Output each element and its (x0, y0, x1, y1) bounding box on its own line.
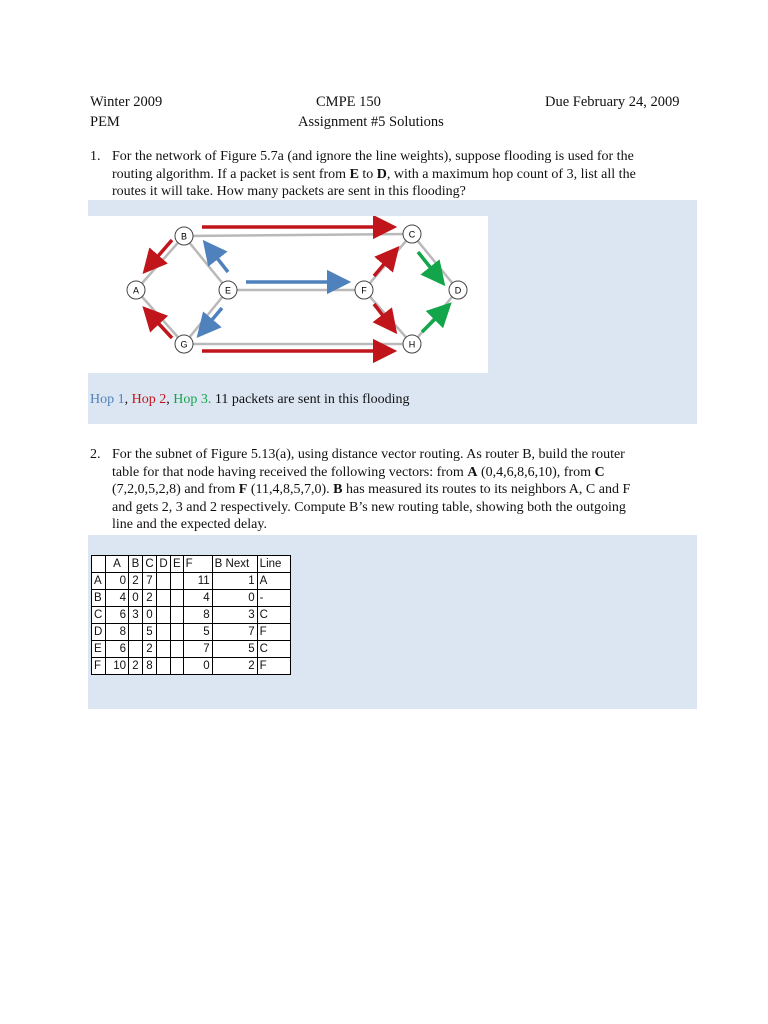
q1-line: For the network of Figure 5.7a (and ignore the line weights), suppose flooding is used for the (112, 149, 634, 164)
legend-hop1: Hop 1 (90, 392, 125, 407)
q2-text-span: table for that node having received the following vectors: from (112, 464, 468, 480)
q2-number: 2. (90, 447, 101, 462)
table-cell: 4 (183, 590, 212, 607)
table-cell (157, 607, 171, 624)
table-cell: A (257, 573, 290, 590)
table-cell: 0 (212, 590, 257, 607)
arrow-f-h (374, 304, 394, 330)
table-row (92, 624, 291, 641)
table-cell (129, 624, 143, 641)
q2-text-span: (7,2,0,5,2,8) and from (112, 482, 239, 497)
flooding-figure (88, 216, 488, 373)
q2-line: For the subnet of Figure 5.13(a), using distance vector routing. As router B, build the router (112, 447, 625, 462)
table-cell: C (257, 641, 290, 658)
q2-text-span: (0,4,6,8,6,10), from (477, 464, 595, 480)
table-cell: B (92, 590, 106, 607)
table-cell (171, 590, 184, 607)
table-cell (157, 573, 171, 590)
q1-dest-node: D (376, 166, 387, 182)
table-cell: 11 (183, 573, 212, 590)
table-header-cell: B Next (212, 556, 257, 573)
table-header-cell (92, 556, 106, 573)
table-cell: - (257, 590, 290, 607)
table-header-cell: Line (257, 556, 290, 573)
table-cell: 5 (183, 624, 212, 641)
table-cell: A (92, 573, 106, 590)
table-header-cell: F (183, 556, 212, 573)
q1-source-node: E (349, 166, 359, 182)
table-cell (129, 641, 143, 658)
legend-separator: , (166, 392, 174, 407)
table-cell (171, 573, 184, 590)
table-cell: 6 (106, 641, 129, 658)
node-c-label: C (408, 229, 416, 240)
table-row (92, 641, 291, 658)
q2-line (112, 481, 712, 499)
header-assignment: Assignment #5 Solutions (298, 114, 444, 130)
routing-table-wrapper (91, 555, 291, 675)
legend-hop2: Hop 2 (131, 392, 167, 407)
table-cell (157, 590, 171, 607)
table-cell: 2 (143, 641, 157, 658)
routing-table (91, 555, 291, 675)
table-cell: D (92, 624, 106, 641)
table-cell: C (257, 607, 290, 624)
q2-bold-node: C (594, 464, 605, 480)
table-header-cell: C (143, 556, 157, 573)
q1-text-span: , with a maximum hop count of 3, list all the (386, 166, 636, 182)
node-a-label: A (132, 285, 140, 296)
table-cell: 8 (143, 658, 157, 675)
header-term: Winter 2009 (90, 94, 163, 110)
table-cell: 2 (212, 658, 257, 675)
table-cell: E (92, 641, 106, 658)
header-due: Due February 24, 2009 (545, 94, 680, 110)
q2-line: and gets 2, 3 and 2 respectively. Compute B’s new routing table, showing both the outgoing (112, 499, 626, 515)
link-a-g (136, 290, 184, 344)
table-cell: 0 (143, 607, 157, 624)
node-f-label: F (361, 285, 367, 296)
hop3-arrows (418, 252, 448, 332)
table-cell: 8 (183, 607, 212, 624)
q1-number: 1. (90, 149, 101, 164)
network-links (136, 231, 458, 344)
legend-separator: , (124, 392, 132, 407)
arrow-h-d (422, 306, 448, 332)
table-header-cell: A (106, 556, 129, 573)
table-cell (171, 624, 184, 641)
header-course: CMPE 150 (316, 94, 381, 110)
q2-bold-node: A (467, 464, 478, 480)
link-e-g (184, 290, 228, 344)
table-cell (157, 641, 171, 658)
node-h-label: H (408, 339, 416, 350)
table-cell: F (257, 658, 290, 675)
table-cell: C (92, 607, 106, 624)
q2-text-span: (11,4,8,5,7,0). (247, 482, 334, 497)
table-cell: 0 (183, 658, 212, 675)
table-header-cell: D (157, 556, 171, 573)
table-cell: 2 (129, 658, 143, 675)
table-cell: 7 (143, 573, 157, 590)
q2-text-span: has measured its routes to its neighbors A, C and F (342, 482, 631, 497)
table-cell: F (257, 624, 290, 641)
link-c-d (412, 234, 458, 290)
table-cell (171, 658, 184, 675)
link-f-h (364, 290, 412, 344)
q1-line: routes it will take. How many packets are sent in this flooding? (112, 184, 466, 199)
table-cell: 5 (143, 624, 157, 641)
table-cell: 7 (183, 641, 212, 658)
q2-line: line and the expected delay. (112, 517, 267, 532)
header-initials: PEM (90, 114, 120, 130)
table-cell: 6 (106, 607, 129, 624)
flooding-diagram (88, 216, 488, 373)
table-cell: F (92, 658, 106, 675)
table-row (92, 658, 291, 675)
node-d-label: D (454, 285, 462, 296)
q1-line (112, 166, 712, 184)
table-cell: 4 (106, 590, 129, 607)
q1-text (112, 148, 712, 201)
q1-answer (90, 391, 410, 409)
link-a-b (136, 236, 184, 290)
table-cell: 3 (129, 607, 143, 624)
table-header-cell: B (129, 556, 143, 573)
node-g-label: G (180, 339, 188, 350)
table-header-cell: E (171, 556, 184, 573)
q2-bold-node: F (238, 482, 248, 497)
q1-text-span: routing algorithm. If a packet is sent from (112, 166, 350, 182)
table-cell: 0 (129, 590, 143, 607)
table-cell: 10 (106, 658, 129, 675)
table-cell: 1 (212, 573, 257, 590)
table-cell (157, 624, 171, 641)
table-row (92, 573, 291, 590)
table-row (92, 607, 291, 624)
node-e-label: E (224, 285, 232, 296)
q2-line (112, 464, 712, 482)
node-b-label: B (180, 231, 188, 242)
table-cell: 5 (212, 641, 257, 658)
legend-hop3: Hop 3. (173, 392, 212, 407)
link-b-c (184, 234, 412, 236)
table-cell (157, 658, 171, 675)
table-cell (171, 607, 184, 624)
arrow-f-c (374, 250, 396, 276)
table-cell: 7 (212, 624, 257, 641)
table-row (92, 590, 291, 607)
table-cell (171, 641, 184, 658)
table-header-row (92, 556, 291, 573)
q1-text-span: to (358, 166, 377, 182)
table-cell: 0 (106, 573, 129, 590)
q2-text (112, 446, 712, 534)
q2-bold-node: B (333, 482, 343, 497)
table-cell: 3 (212, 607, 257, 624)
q1-answer-text: 11 packets are sent in this flooding (211, 392, 410, 407)
table-cell: 2 (129, 573, 143, 590)
table-cell: 8 (106, 624, 129, 641)
table-cell: 2 (143, 590, 157, 607)
